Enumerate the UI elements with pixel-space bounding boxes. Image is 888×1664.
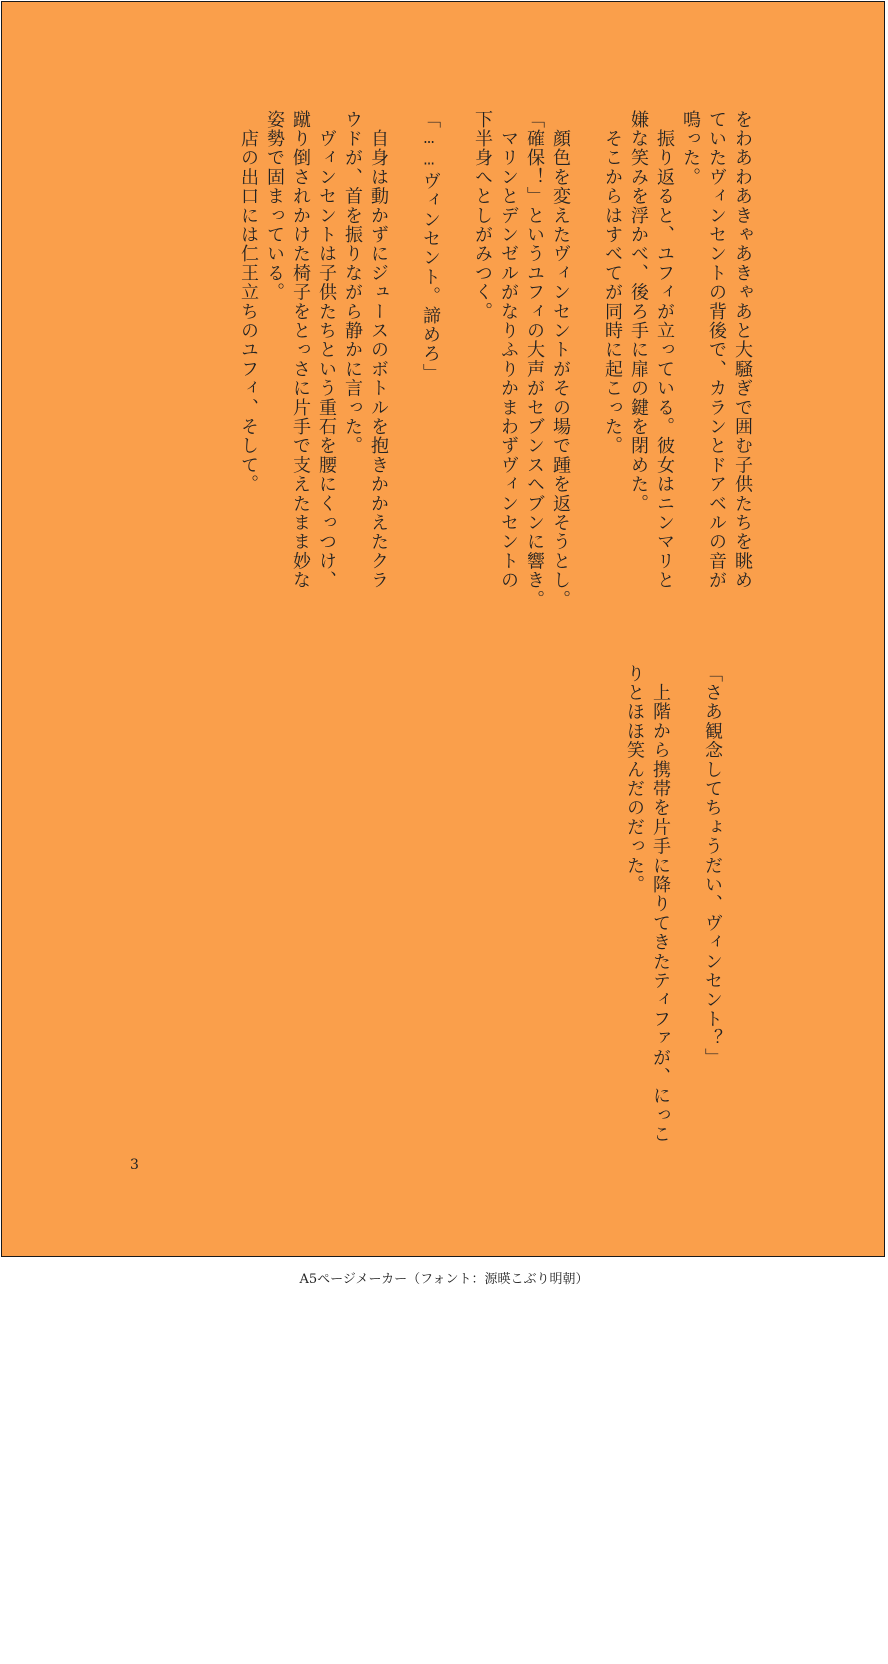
text-line: 自身は動かずにジュースのボトルを抱きかかえたクラ — [367, 110, 387, 590]
text-line: 「さあ観念してちょうだい、ヴィンセント？」 — [701, 664, 721, 1068]
text-line: マリンとデンゼルがなりふりかまわずヴィンセントの — [497, 110, 517, 590]
text-line: 上階から携帯を片手に降りてきたティファが、にっこ — [649, 664, 669, 1144]
text-line: 顔色を変えたヴィンセントがその場で踵を返そうとし。 — [549, 110, 569, 610]
text-line: 姿勢で固まっている。 — [263, 110, 283, 302]
text-line: 「……ヴィンセント。諦めろ」 — [419, 110, 439, 383]
text-line: 店の出口には仁王立ちのユフィ、そして。 — [237, 110, 257, 494]
footer-caption: A5ページメーカー（フォント：源暎こぶり明朝） — [299, 1272, 589, 1287]
text-line: りとほほ笑んだのだった。 — [623, 664, 643, 895]
page — [1, 1, 885, 1257]
text-line: 下半身へとしがみつく。 — [471, 110, 491, 322]
text-line: 嫌な笑みを浮かべ、後ろ手に扉の鍵を閉めた。 — [627, 110, 647, 514]
text-line: ていたヴィンセントの背後で、カランとドアベルの音が — [705, 110, 725, 590]
text-line: ウドが、首を振りながら静かに言った。 — [341, 110, 361, 456]
text-line: そこからはすべてが同時に起こった。 — [601, 110, 621, 456]
text-column-lower — [620, 664, 724, 1664]
text-line: 蹴り倒されかけた椅子をとっさに片手で支えたまま妙な — [289, 110, 309, 590]
page-number: 3 — [130, 1157, 139, 1173]
text-line: 振り返ると、ユフィが立っている。彼女はニンマリと — [653, 110, 673, 590]
text-line: ヴィンセントは子供たちという重石を腰にくっつけ、 — [315, 110, 335, 590]
text-line: 鳴った。 — [679, 110, 699, 187]
text-line: をわあわあきゃあきゃあと大騒ぎで囲む子供たちを眺め — [731, 110, 751, 590]
text-line: 「確保！」というユフィの大声がセブンスヘブンに響き。 — [523, 110, 543, 610]
